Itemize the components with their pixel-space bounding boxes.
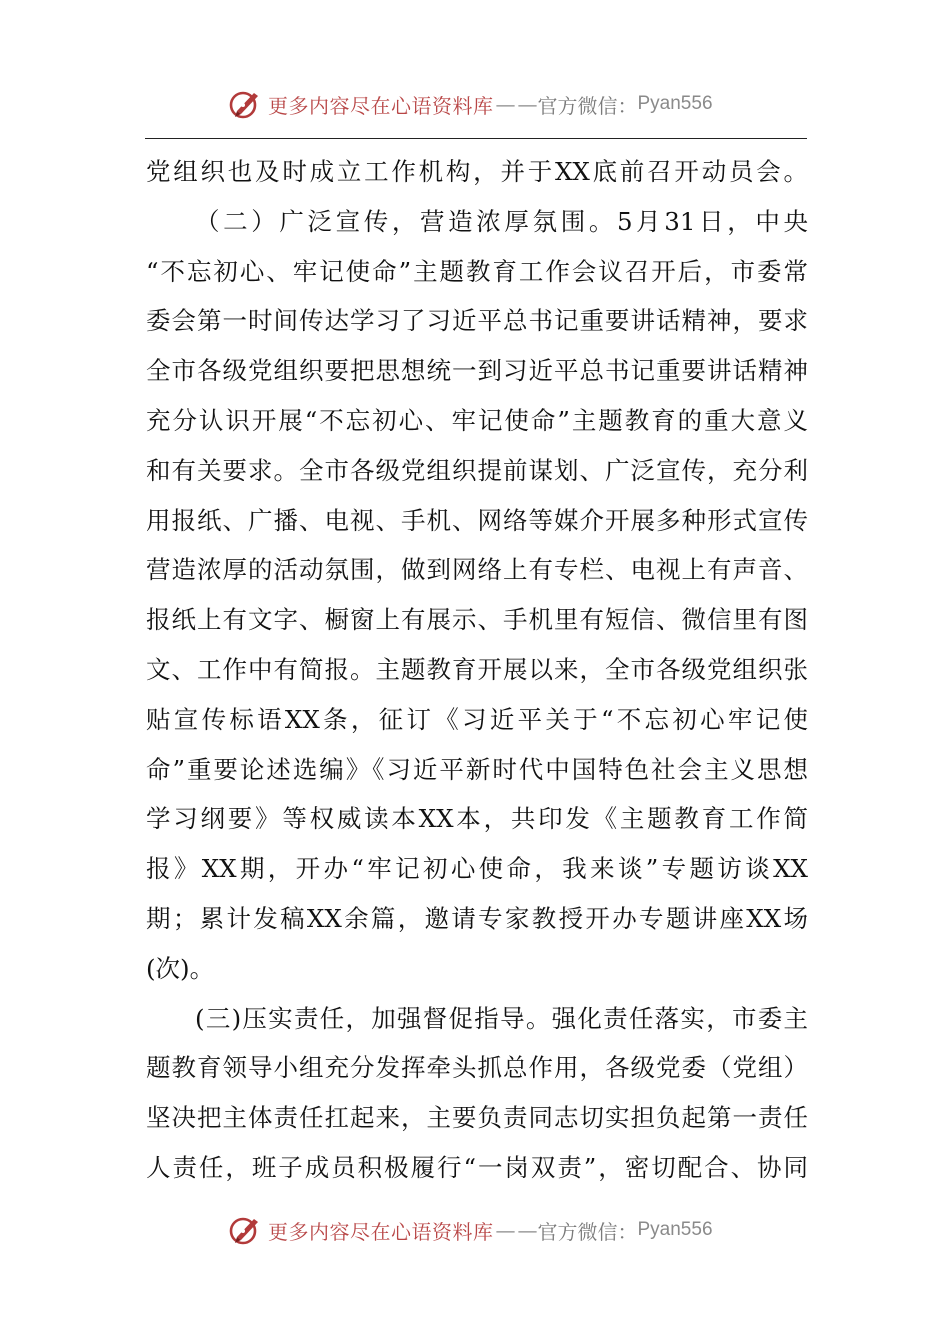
text-line: (三)压实责任，加强督促指导。强化责任落实，市委主 xyxy=(195,1003,808,1033)
text-line: 营造浓厚的活动氛围，做到网络上有专栏、电视上有声音、 xyxy=(146,555,808,585)
footer-watermark xyxy=(228,1210,748,1250)
watermark-separator: — xyxy=(495,92,514,116)
text-line: 命”重要论述选编》《习近平新时代中国特色社会主义思想 xyxy=(146,754,808,784)
text-line: 坚决把主体责任扛起来，主要负责同志切实担负起第一责任 xyxy=(146,1103,808,1133)
text-line: 用报纸、广播、电视、手机、网络等媒介开展多种形式宣传 xyxy=(146,505,808,535)
watermark-separator-2: — xyxy=(517,92,536,116)
pen-logo-icon xyxy=(228,87,262,121)
watermark-sub-text: 官方微信： xyxy=(537,93,638,118)
text-line: “不忘初心、牢记使命”主题教育工作会议召开后，市委常 xyxy=(146,256,808,286)
text-line: 学习纲要》等权威读本XX本，共印发《主题教育工作简 xyxy=(146,804,808,834)
text-line: 和有关要求。全市各级党组织提前谋划、广泛宣传，充分利 xyxy=(146,455,808,485)
text-line: 报纸上有文字、橱窗上有展示、手机里有短信、微信里有图 xyxy=(146,605,808,635)
text-line: 报》XX期，开办“牢记初心使命，我来谈”专题访谈XX xyxy=(146,854,808,884)
text-line: （二）广泛宣传，营造浓厚氛围。5月31日，中央 xyxy=(195,206,808,236)
text-line: 党组织也及时成立工作机构，并于XX底前召开动员会。 xyxy=(146,157,808,186)
text-line: 人责任，班子成员积极履行“一岗双责”，密切配合、协同 xyxy=(146,1152,808,1182)
text-line: 贴宣传标语XX条，征订《习近平关于“不忘初心牢记使 xyxy=(146,704,808,734)
watermark-main-text: 更多内容尽在心语资料库 xyxy=(268,1219,494,1244)
document-body xyxy=(146,147,808,1193)
text-line: (次)。 xyxy=(146,953,215,983)
watermark-wechat-id: Pyan556 xyxy=(637,93,713,114)
watermark-separator-2: — xyxy=(517,1218,536,1242)
text-line: 题教育领导小组充分发挥牵头抓总作用，各级党委（党组） xyxy=(146,1053,808,1083)
header-divider xyxy=(145,138,807,139)
pen-logo-icon xyxy=(228,1213,262,1247)
watermark-main-text: 更多内容尽在心语资料库 xyxy=(268,93,494,118)
watermark-separator: — xyxy=(495,1218,514,1242)
text-line: 全市各级党组织要把思想统一到习近平总书记重要讲话精神 xyxy=(146,356,808,386)
text-line: 委会第一时间传达学习了习近平总书记重要讲话精神，要求 xyxy=(146,306,808,336)
text-line: 文、工作中有简报。主题教育开展以来，全市各级党组织张 xyxy=(146,654,808,684)
watermark-wechat-id: Pyan556 xyxy=(637,1219,713,1240)
header-watermark xyxy=(228,84,748,124)
text-line: 充分认识开展“不忘初心、牢记使命”主题教育的重大意义 xyxy=(146,405,808,435)
text-line: 期；累计发稿XX余篇，邀请专家教授开办专题讲座XX场 xyxy=(146,903,808,933)
watermark-sub-text: 官方微信： xyxy=(537,1219,638,1244)
